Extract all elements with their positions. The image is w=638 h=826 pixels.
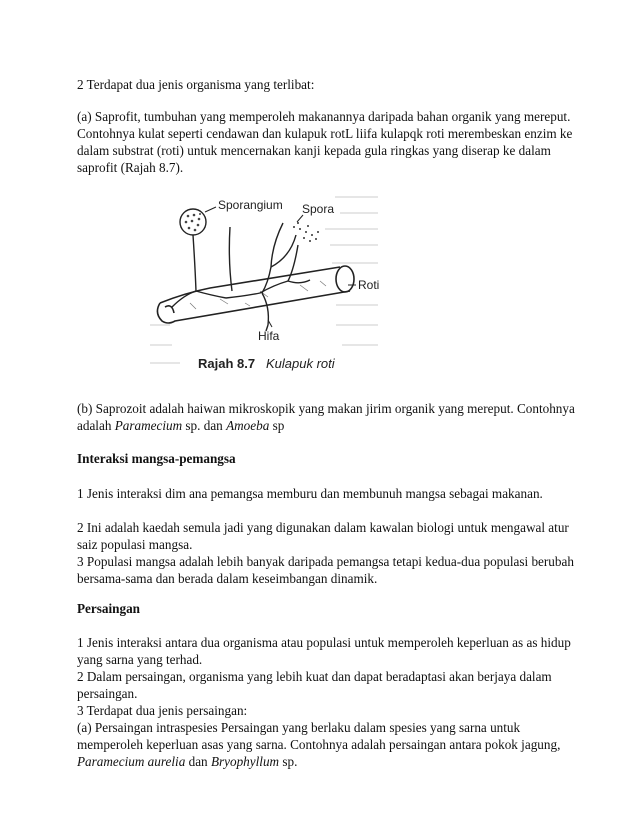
figure-caption-number: Rajah 8.7 xyxy=(198,356,256,371)
paragraph-intro: 2 Terdapat dua jenis organisma yang terlibat: xyxy=(77,77,315,92)
label-spora: Spora xyxy=(302,202,335,216)
figure-bread-mould xyxy=(150,185,380,380)
paragraph-saprofit: (a) Saprofit, tumbuhan yang memperoleh makanannya daripada bahan organik yang mereput. Contohnya kulat seperti cendawan dan kulapuk rotL liifa kulapqk roti merembeskan enzim ke dalam substrat (roti) untuk mencernakan kanji kepada gula ringkas yang diserap ke dalam saprofit (Rajah 8.7). xyxy=(77,109,573,175)
species-paramecium-aurelia: Paramecium aurelia xyxy=(77,754,186,769)
label-hifa: Hifa xyxy=(258,329,280,343)
bread-mould-illustration xyxy=(150,185,380,380)
figure-caption-text: Kulapuk roti xyxy=(266,356,335,371)
list-item: 2 Ini adalah kaedah semula jadi yang digunakan dalam kawalan biologi untuk mengawal atur saiz populasi mangsa. xyxy=(77,520,569,552)
list-item: 3 Populasi mangsa adalah lebih banyak daripada pemangsa tetapi kedua-dua populasi berubah bersama-sama dan berada dalam keseimbangan dinamik. xyxy=(77,554,574,586)
list-item: 1 Jenis interaksi antara dua organisma atau populasi untuk memperoleh keperluan as as hidup yang sarna yang terhad. xyxy=(77,635,571,667)
heading-predator-prey: Interaksi mangsa-pemangsa xyxy=(77,451,236,466)
label-sporangium: Sporangium xyxy=(218,198,283,212)
list-item: 2 Dalam persaingan, organisma yang lebih kuat dan dapat beradaptasi akan berjaya dalam persaingan. xyxy=(77,669,552,701)
list-item: 1 Jenis interaksi dim ana pemangsa memburu dan membunuh mangsa sebagai makanan. xyxy=(77,486,543,501)
paragraph-intraspecies: (a) Persaingan intraspesies Persaingan yang berlaku dalam spesies yang sarna untuk memperoleh keperluan asas yang sarna. Contohnya adalah persaingan antara pokok jagung, Paramecium aurelia dan Bryophyllum sp. xyxy=(77,720,561,769)
paragraph-saprozoit: (b) Saprozoit adalah haiwan mikroskopik yang makan jirim organik yang mereput. Contohnya adalah Paramecium sp. dan Amoeba sp xyxy=(77,401,575,433)
species-paramecium: Paramecium xyxy=(114,418,183,433)
list-item: 3 Terdapat dua jenis persaingan: xyxy=(77,703,248,718)
species-amoeba: Amoeba xyxy=(226,418,270,433)
sporangium-shape xyxy=(180,209,206,235)
label-roti: Roti xyxy=(358,278,380,292)
species-bryophyllum: Bryophyllum xyxy=(210,754,280,769)
heading-competition: Persaingan xyxy=(77,601,141,616)
